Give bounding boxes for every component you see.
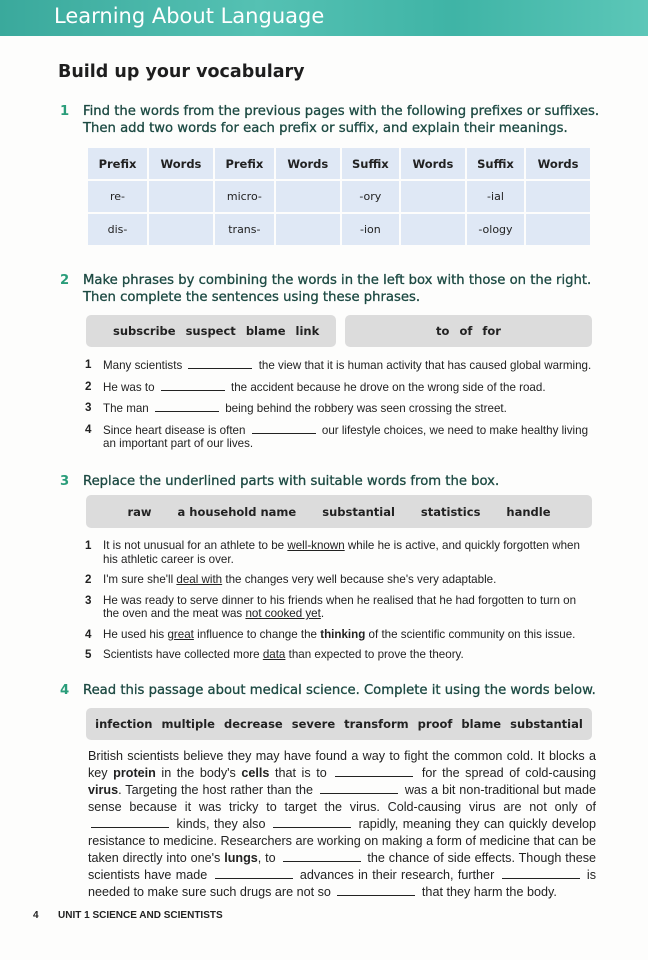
item-number: 2: [85, 379, 92, 393]
text-segment: our lifestyle choices, we need to make healthy living an important part of our lives.: [103, 423, 589, 450]
table-header-cell: Words: [401, 148, 465, 179]
sentence-text: [103, 594, 576, 621]
answer-blank[interactable]: [273, 817, 351, 828]
box-word: transform: [344, 717, 409, 731]
answer-cell[interactable]: [401, 181, 465, 212]
instruction-line: Then complete the sentences using these phrases.: [83, 290, 421, 305]
page-number: 4: [33, 910, 39, 921]
answer-blank[interactable]: [283, 851, 361, 862]
text-segment: the view that it is human activity that has caused global warming.: [255, 359, 592, 372]
answer-cell[interactable]: [526, 214, 590, 245]
text-segment: that is to: [269, 766, 333, 780]
box-word: raw: [127, 504, 152, 519]
table-row: [88, 214, 590, 245]
sentence-text: [103, 539, 580, 566]
answer-blank[interactable]: [252, 423, 316, 434]
box-word: handle: [506, 504, 551, 519]
text-segment: He used his: [103, 627, 168, 641]
bold-word: thinking: [320, 627, 366, 641]
exercise-number: 4: [60, 683, 70, 698]
sentence-text: [103, 402, 507, 415]
exercise-number: 2: [60, 273, 70, 288]
sentence-item: [85, 423, 595, 451]
text-segment: He was to: [103, 380, 158, 394]
bold-word: cells: [241, 766, 270, 780]
exercise-3-instruction: [60, 473, 499, 490]
text-segment: influence to change the: [193, 627, 321, 641]
instruction-line: Find the words from the previous pages with the following prefixes or suffixes.: [83, 104, 600, 119]
text-segment: , to: [257, 851, 280, 865]
text-segment: It is not unusual for an athlete to be: [103, 539, 288, 552]
affix-cell: re-: [88, 181, 147, 212]
box-word: blame: [461, 717, 502, 731]
word-box-left: [86, 315, 336, 347]
item-number: 4: [85, 627, 92, 641]
page-header-banner: [0, 0, 648, 36]
bold-word: virus: [88, 783, 119, 797]
affix-cell: dis-: [88, 214, 147, 245]
text-segment: Scientists have collected more: [103, 648, 263, 661]
box-word: severe: [291, 717, 336, 731]
exercise-1-instruction: [60, 103, 599, 137]
exercise-2-sentences: [85, 358, 595, 458]
table-header-cell: Prefix: [88, 148, 147, 179]
answer-blank[interactable]: [91, 817, 169, 828]
sentence-item: [85, 628, 595, 642]
text-segment: advances in their research, further: [295, 868, 499, 882]
answer-blank[interactable]: [215, 868, 293, 879]
affix-cell: -ology: [467, 214, 524, 245]
text-segment: .: [320, 607, 325, 620]
sentence-text: [103, 381, 546, 394]
exercise-number: 1: [60, 104, 70, 119]
sentence-text: [103, 573, 496, 586]
table-header-cell: Words: [526, 148, 590, 179]
bold-word: lungs: [224, 851, 258, 865]
sentence-text: [103, 424, 588, 451]
box-word: statistics: [420, 504, 481, 519]
text-segment: in the body's: [155, 766, 242, 780]
box-word: decrease: [223, 717, 283, 731]
box-word: infection: [95, 717, 153, 731]
affix-table: [86, 146, 592, 247]
text-segment: while he is active, and quickly forgotten when his athletic career is over.: [103, 539, 580, 566]
word-box: [86, 708, 592, 740]
table-row: [88, 181, 590, 212]
box-word: of: [459, 324, 473, 338]
sentence-text: [103, 648, 464, 661]
text-segment: I'm sure she'll: [103, 573, 177, 586]
answer-cell[interactable]: [401, 214, 465, 245]
text-segment: British scientists believe they may have found a way to fight the common cold. It blocks a key: [88, 749, 596, 780]
text-segment: The man: [103, 402, 152, 415]
sentence-item: [85, 648, 595, 662]
box-word: multiple: [161, 717, 215, 731]
answer-blank[interactable]: [155, 401, 219, 412]
affix-cell: micro-: [215, 181, 274, 212]
sentence-item: [85, 539, 595, 566]
box-word: substantial: [510, 717, 583, 731]
text-segment: was a bit non-traditional but made sense because it was tricky to target the virus. Cold-causing virus are not only of: [88, 783, 596, 814]
answer-cell[interactable]: [276, 214, 340, 245]
text-segment: Many scientists: [103, 359, 186, 372]
underlined-phrase: deal with: [176, 573, 223, 586]
answer-blank[interactable]: [320, 783, 398, 794]
box-word: subscribe: [113, 324, 176, 338]
sentence-item: [85, 594, 595, 621]
text-segment: the accident because he drove on the wrong side of the road.: [227, 380, 546, 394]
text-segment: is needed to make sure such drugs are not so: [88, 868, 596, 899]
item-number: 1: [85, 358, 92, 371]
underlined-phrase: well-known: [287, 539, 345, 552]
bold-word: protein: [113, 766, 156, 780]
answer-cell[interactable]: [149, 181, 213, 212]
text-segment: the chance of side effects. Though these scientists have made: [88, 851, 597, 882]
instruction-line: Read this passage about medical science. Complete it using the words below.: [83, 683, 596, 698]
item-number: 5: [85, 648, 92, 661]
exercise-2-instruction: [60, 272, 591, 306]
table-header-cell: Words: [276, 148, 340, 179]
sentence-item: [85, 358, 595, 373]
sentence-text: [103, 628, 575, 641]
text-segment: the changes very well because she's very adaptable.: [222, 573, 497, 586]
affix-cell: -ory: [342, 181, 399, 212]
sentence-item: [85, 380, 595, 395]
word-box-right: [345, 315, 592, 347]
item-number: 2: [85, 573, 92, 586]
box-word: for: [482, 324, 501, 338]
answer-blank[interactable]: [337, 885, 415, 896]
unit-label: UNIT 1 SCIENCE AND SCIENTISTS: [58, 910, 223, 921]
text-segment: He was ready to serve dinner to his friends when he realised that he had forgotten to turn on the oven and the meat was: [103, 593, 577, 620]
sentence-item: [85, 401, 595, 416]
box-word: blame: [245, 324, 286, 338]
answer-blank[interactable]: [335, 766, 413, 777]
item-number: 4: [85, 422, 92, 436]
exercise-4-instruction: [60, 682, 596, 699]
box-word: substantial: [322, 504, 395, 519]
answer-blank[interactable]: [188, 358, 252, 369]
text-segment: . Targeting the host rather than the: [118, 783, 317, 797]
underlined-phrase: data: [262, 648, 286, 661]
text-segment: Since heart disease is often: [103, 423, 249, 437]
box-word: proof: [417, 717, 453, 731]
affix-cell: trans-: [215, 214, 274, 245]
answer-cell[interactable]: [149, 214, 213, 245]
section-title: Build up your vocabulary: [58, 62, 305, 82]
table-header-cell: Suffix: [342, 148, 399, 179]
text-segment: kinds, they also: [172, 817, 271, 831]
item-number: 3: [85, 593, 92, 607]
underlined-phrase: not cooked yet: [245, 607, 321, 620]
instruction-line: Make phrases by combining the words in the left box with those on the right.: [83, 273, 592, 288]
answer-blank[interactable]: [502, 868, 580, 879]
box-word: suspect: [185, 324, 236, 338]
instruction-line: Then add two words for each prefix or suffix, and explain their meanings.: [83, 121, 568, 136]
sentence-text: [103, 359, 591, 372]
exercise-number: 3: [60, 474, 70, 489]
text-segment: rapidly, meaning they can quickly develop resistance to medicine. Researchers are working on making a form of medicine that can be taken directly into one's: [88, 817, 596, 865]
text-segment: than expected to prove the theory.: [285, 648, 464, 661]
table-header-cell: Prefix: [215, 148, 274, 179]
box-word: to: [436, 324, 450, 338]
text-segment: being behind the robbery was seen crossing the street.: [221, 402, 507, 415]
item-number: 1: [85, 539, 92, 552]
exercise-3-sentences: [85, 539, 595, 669]
affix-cell: -ial: [467, 181, 524, 212]
box-word: a household name: [177, 504, 297, 519]
answer-cell[interactable]: [276, 181, 340, 212]
text-segment: of the scientific community on this issue.: [365, 627, 576, 641]
text-segment: that they harm the body.: [418, 885, 557, 899]
instruction-line: Replace the underlined parts with suitable words from the box.: [83, 474, 500, 489]
underlined-phrase: great: [167, 627, 194, 641]
sentence-item: [85, 573, 595, 587]
reading-passage: [88, 748, 596, 901]
answer-blank[interactable]: [161, 380, 225, 391]
item-number: 3: [85, 401, 92, 414]
box-word: link: [295, 324, 320, 338]
affix-cell: -ion: [342, 214, 399, 245]
answer-cell[interactable]: [526, 181, 590, 212]
text-segment: for the spread of cold-causing: [416, 766, 596, 780]
table-header-cell: Words: [149, 148, 213, 179]
header-title: Learning About Language: [54, 4, 325, 28]
table-header-cell: Suffix: [467, 148, 524, 179]
word-box: [86, 495, 592, 528]
